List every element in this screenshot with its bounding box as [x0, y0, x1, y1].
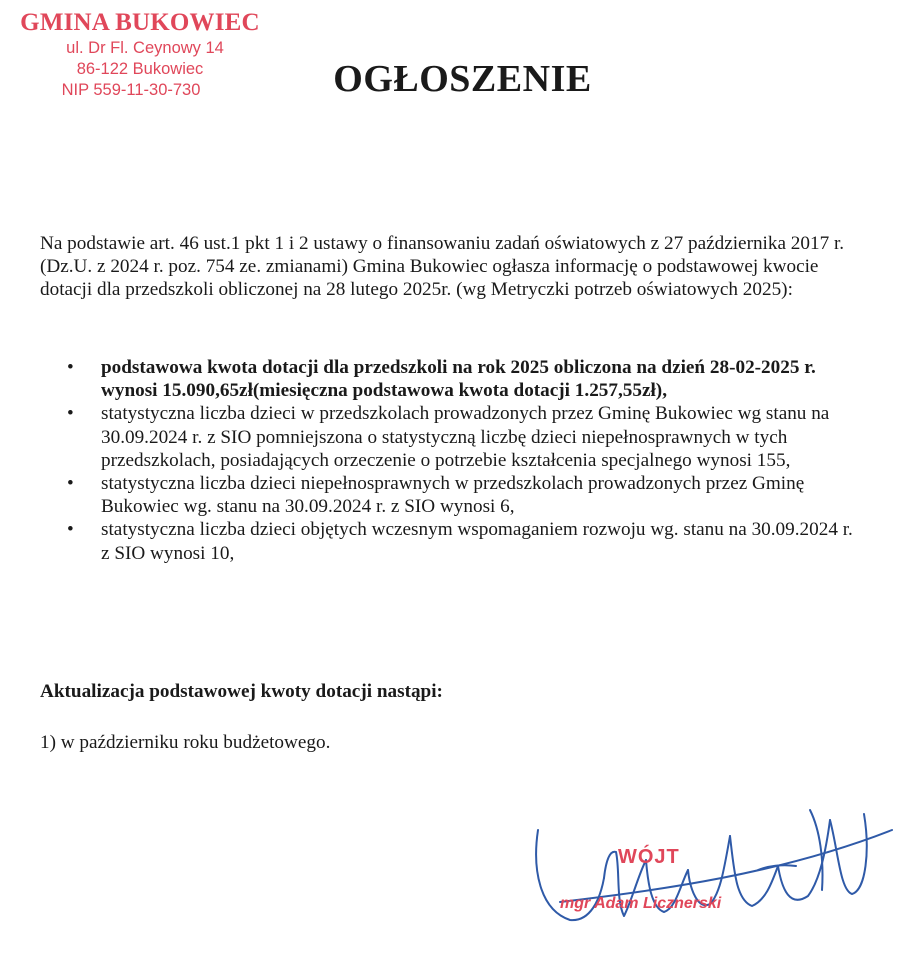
signature-title: WÓJT — [618, 846, 680, 868]
handwritten-signature — [520, 790, 900, 950]
bullet-icon: • — [67, 519, 74, 541]
list-item-text: statystyczna liczba dzieci objętych wczesnym wspomaganiem rozwoju wg. stanu na 30.09.2024 r. z SIO wynosi 10, — [101, 519, 853, 564]
list-item — [40, 402, 860, 472]
document-title: OGŁOSZENIE — [333, 58, 592, 100]
list-item-text: statystyczna liczba dzieci niepełnosprawnych w przedszkolach prowadzonych przez Gminę Bukowiec wg. stanu na 30.09.2024 r. z SIO wynosi 6, — [101, 473, 805, 518]
update-item: 1) w październiku roku budżetowego. — [40, 732, 331, 753]
stamp-street: ul. Dr Fl. Ceynowy 14 — [66, 39, 224, 57]
signature-name: mgr Adam Licznerski — [560, 895, 722, 912]
bullet-icon: • — [67, 357, 74, 378]
intro-paragraph: Na podstawie art. 46 ust.1 pkt 1 i 2 ustawy o finansowaniu zadań oświatowych z 27 października 2017 r. (Dz.U. z 2024 r. poz. 754 ze. zmianami) Gmina Bukowiec ogłasza informację o podstawowej kwocie dotacji dla przedszkoli obliczonej na 28 lutego 2025r. (wg Metryczki potrzeb oświatowych 2025): — [40, 233, 845, 301]
stamp-city: 86-122 Bukowiec — [76, 60, 204, 78]
update-heading: Aktualizacja podstawowej kwoty dotacji nastąpi: — [40, 681, 443, 702]
bullet-list — [40, 356, 860, 565]
list-item — [40, 356, 860, 402]
stamp-nip: NIP 559-11-30-730 — [61, 81, 201, 99]
stamp-municipality-name: GMINA BUKOWIEC — [20, 9, 260, 36]
bullet-icon: • — [67, 473, 74, 495]
bullet-icon: • — [67, 403, 74, 425]
list-item — [40, 472, 860, 518]
list-item-text: statystyczna liczba dzieci w przedszkolach prowadzonych przez Gminę Bukowiec wg stanu na 30.09.2024 r. z SIO pomniejszona o statystyczną liczbę dzieci niepełnosprawnych w tych przedszkolach, posiadających orzeczenie o potrzebie kształcenia specjalnego wynosi 155, — [101, 403, 830, 471]
list-item-text: podstawowa kwota dotacji dla przedszkoli na rok 2025 obliczona na dzień 28-02-2025 r. wynosi 15.090,65zł(miesięczna podstawowa kwota dotacji 1.257,55zł), — [101, 357, 816, 402]
list-item — [40, 518, 860, 564]
